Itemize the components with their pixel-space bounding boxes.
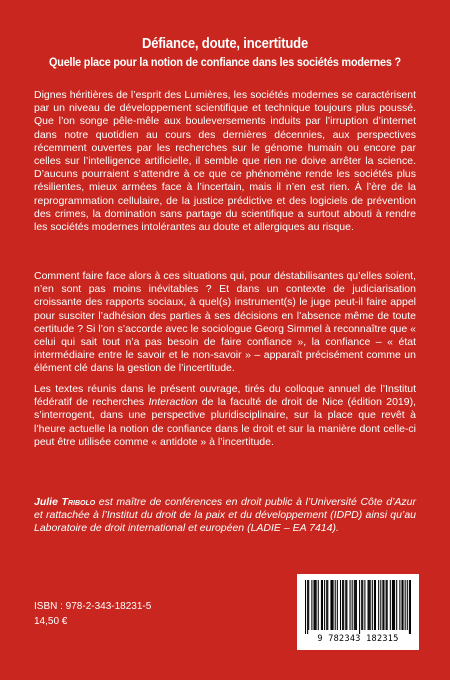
book-title: Défiance, doute, incertitude	[141, 36, 309, 52]
barcode-bar	[315, 580, 316, 630]
barcode-bar	[342, 580, 343, 630]
barcode-bar	[362, 580, 363, 630]
barcode-bar	[354, 580, 355, 630]
barcode-bar	[346, 580, 347, 630]
barcode-bar	[326, 580, 327, 630]
barcode-bar	[368, 580, 369, 630]
barcode	[297, 574, 419, 650]
barcode-bar	[327, 580, 328, 630]
barcode-bar	[335, 580, 336, 630]
barcode-bar	[364, 580, 365, 630]
author-bio	[34, 496, 416, 536]
barcode-bar	[322, 580, 323, 630]
barcode-bar	[305, 580, 306, 634]
barcode-bar	[318, 580, 319, 630]
barcode-bar	[340, 580, 341, 630]
barcode-bar	[352, 580, 353, 630]
barcode-bar	[410, 580, 411, 634]
barcode-bar	[401, 580, 402, 630]
book-subtitle: Quelle place pour la notion de confiance dans les sociétés modernes ?	[49, 55, 401, 69]
author-bio-text: est maître de conférences en droit public à l’Université Côte d’Azur et rattachée à l’Institut du droit de la paix et du développement (IDPD) ainsi qu’au Laboratoire de droit international et européen (LADIE – EA 7414).	[34, 496, 416, 535]
barcode-bar	[394, 580, 395, 630]
barcode-bar	[359, 580, 360, 634]
barcode-bar	[313, 580, 314, 630]
barcode-bar	[345, 580, 346, 630]
barcode-bar	[409, 580, 410, 634]
summary-paragraph-1: Dignes héritières de l’esprit des Lumières, les sociétés modernes se caractérisent par un niveau de développement scientifique et technique toujours plus poussé. Que l’on songe pêle-mêle aux bouleversements induits par l’irruption d’internet dans notre quotidien au cours des dernières décennies, aux perspectives récemment ouvertes par les recherches sur le génome humain ou encore par celles sur l’intelligence artificielle, il semble que rien ne doive arrêter la science. D’aucuns pourraient s’attendre à ce que ce phénomène rende les sociétés plus résilientes, mieux armées face à l’incertain, mais il n’en est rien. À l’ère de la reprogrammation cellulaire, de la justice prédictive et des logiciels de prévention des crimes, la domination sans partage du scientifique a surtout abouti à rendre les sociétés modernes intolérantes au doute et allergiques au risque.	[34, 89, 416, 234]
barcode-bar	[316, 580, 317, 630]
barcode-bar	[333, 580, 334, 630]
barcode-bar	[375, 580, 376, 630]
barcode-bar	[321, 580, 322, 630]
barcode-bar	[407, 580, 408, 630]
barcode-bar	[350, 580, 351, 630]
barcode-bar	[396, 580, 397, 630]
barcode-bar	[330, 580, 331, 630]
barcode-bar	[382, 580, 383, 630]
author-last-name: Tribolo	[61, 496, 96, 508]
barcode-bar	[387, 580, 388, 630]
barcode-bar	[307, 580, 308, 634]
institute-name: Interaction	[148, 396, 198, 409]
barcode-bar	[372, 580, 373, 630]
barcode-bar	[311, 580, 312, 630]
paragraph-3-text-end: de la faculté de droit de Nice (édition 2019), s’interrogent, dans une perspective pluridisciplinaire, sur la place que revêt à l’heure actuelle la notion de confiance dans le droit et sur la manière dont celle-ci peut être utilisée comme « antidote » à l’incertitude.	[34, 396, 416, 448]
summary-paragraph-2: Comment faire face alors à ces situations qui, pour déstabilisantes qu’elles soient, n’en sont pas moins inévitables ? Et dans un contexte de judiciarisation croissante des rapports sociaux, à quel(s) instrument(s) le juge peut-il faire appel pour susciter l’adhésion des parties à ses décisions en l’absence même de toute certitude ? Si l’on s’accorde avec le sociologue Georg Simmel à reconnaître que « celui qui sait tout n’a pas besoin de faire confiance », la confiance – « état intermédiaire entre le savoir et le non-savoir » – apparaît précisément comme un élément clé dans la gestion de l’incertitude.	[34, 270, 416, 375]
barcode-bar	[378, 580, 379, 630]
barcode-bar	[383, 580, 384, 630]
barcode-bar	[369, 580, 370, 630]
barcode-bar	[386, 580, 387, 630]
barcode-bar	[332, 580, 333, 630]
barcode-bar	[361, 580, 362, 630]
barcode-bar	[380, 580, 381, 630]
barcode-bar	[374, 580, 375, 630]
barcode-bar	[405, 580, 406, 630]
isbn: ISBN : 978-2-343-18231-5	[34, 601, 152, 612]
barcode-bar	[324, 580, 325, 630]
barcode-bar	[308, 580, 309, 630]
barcode-bar	[403, 580, 404, 630]
barcode-bar	[356, 580, 357, 630]
author-first-name: Julie	[34, 496, 58, 508]
barcode-bars	[305, 580, 411, 634]
barcode-bar	[393, 580, 394, 630]
barcode-bar	[337, 580, 338, 630]
barcode-bar	[399, 580, 400, 630]
summary-paragraph-3	[34, 383, 416, 449]
barcode-bar	[355, 580, 356, 630]
barcode-bar	[392, 580, 393, 630]
paragraph-3-text-start: Les textes réunis dans le présent ouvrage, tirés du colloque annuel de l’Institut fédératif de recherches	[34, 383, 416, 409]
barcode-bar	[370, 580, 371, 630]
barcode-bar	[343, 580, 344, 630]
barcode-bar	[390, 580, 391, 630]
barcode-digits: 9 782343 182315	[317, 634, 399, 644]
price: 14,50 €	[34, 616, 68, 627]
